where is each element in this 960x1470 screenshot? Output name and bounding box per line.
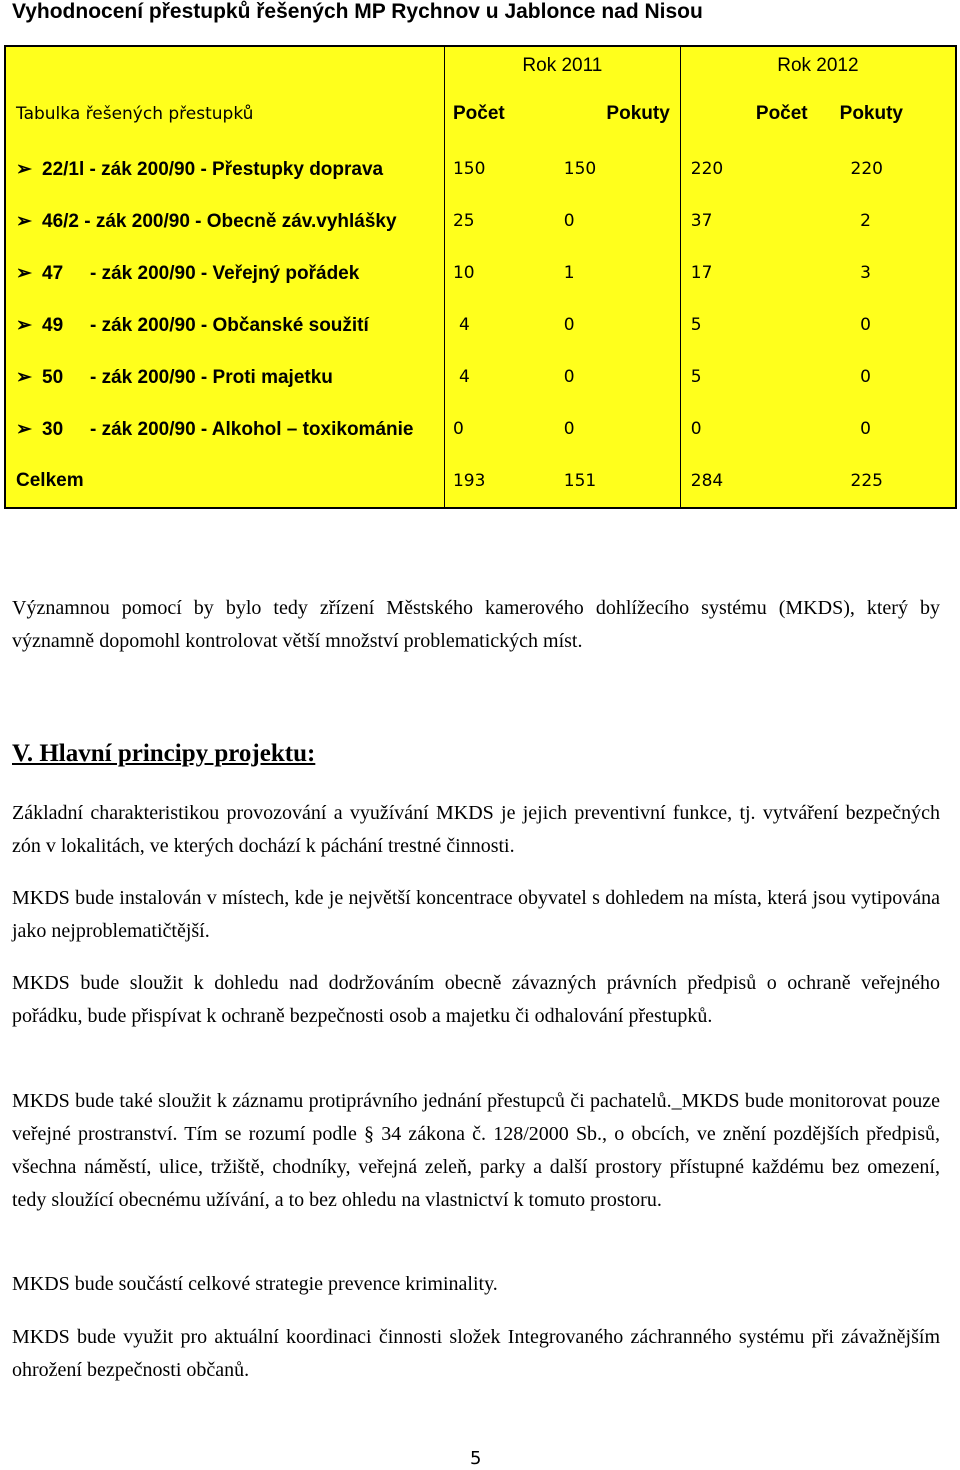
table-year-row [5, 46, 956, 85]
table-row: ➢ 50 - zák 200/90 - Proti majetku 4 0 5 0 [5, 351, 956, 403]
paragraph: MKDS bude instalován v místech, kde je největší koncentrace obyvatel s dohledem na místa, která jsou vytipována jako nejproblematičtější. [12, 887, 940, 942]
arrow-icon: ➢ [16, 158, 32, 180]
arrow-icon: ➢ [16, 210, 32, 232]
offences-table [4, 45, 957, 509]
paragraph: Základní charakteristikou provozování a využívání MKDS je jejich preventivní funkce, tj. vytváření bezpečných zón v lokalitách, ve kterých dochází k páchání trestné činnosti. [12, 802, 940, 857]
page-title: Vyhodnocení přestupků řešených MP Rychnov u Jablonce nad Nisou [12, 0, 703, 23]
col-pocet-2012: Počet [680, 85, 833, 143]
mkds-help-paragraph: Významnou pomocí by bylo tedy zřízení Městského kamerového dohlížecího systému (MKDS), který by významně dopomohl kontrolovat větší množství problematických míst. [12, 597, 940, 652]
table-row: ➢ 46/2 - zák 200/90 - Obecně záv.vyhlášky 25 0 37 2 [5, 195, 956, 247]
table-header-row [5, 85, 956, 143]
section-heading: V. Hlavní principy projektu: [12, 740, 316, 767]
arrow-icon: ➢ [16, 418, 32, 440]
table-caption: Tabulka řešených přestupků [16, 104, 254, 124]
arrow-icon: ➢ [16, 314, 32, 336]
table-row: ➢ 47 - zák 200/90 - Veřejný pořádek 10 1 17 3 [5, 247, 956, 299]
paragraph: MKDS bude součástí celkové strategie prevence kriminality. [12, 1273, 498, 1295]
paragraph: MKDS bude využit pro aktuální koordinaci činnosti složek Integrovaného záchranného systému při závažnějším ohrožení bezpečnosti občanů. [12, 1326, 940, 1381]
year-2011-header: Rok 2011 [444, 46, 680, 85]
table-row: ➢ 49 - zák 200/90 - Občanské soužití 4 0 5 0 [5, 299, 956, 351]
arrow-icon: ➢ [16, 366, 32, 388]
paragraph: MKDS bude také sloužit k záznamu protiprávního jednání přestupců či pachatelů._MKDS bude monitorovat pouze veřejné prostranství. Tím se rozumí podle § 34 zákona č. 128/2000 Sb., o obcích, ve znění pozdějších předpisů, všechna náměstí, ulice, tržiště, chodníky, veřejná zeleň, parky a další prostory přístupné každému bez omezení, tedy sloužící obecnému užívání, a to bez ohledu na vlastnictví k tomuto prostoru. [12, 1090, 940, 1211]
table-total-row: Celkem 193 151 284 225 [5, 455, 956, 508]
page-number: 5 [470, 1448, 482, 1469]
col-pocet-2011: Počet [444, 85, 555, 143]
table-row: ➢ 22/1l - zák 200/90 - Přestupky doprava 150 150 220 220 [5, 143, 956, 195]
paragraph: MKDS bude sloužit k dohledu nad dodržováním obecně závazných právních předpisů o ochraně veřejného pořádku, bude přispívat k ochraně bezpečnosti osob a majetku či odhalování přestupků. [12, 972, 940, 1027]
arrow-icon: ➢ [16, 262, 32, 284]
col-pokuty-2011: Pokuty [556, 85, 681, 143]
year-2012-header: Rok 2012 [777, 55, 859, 76]
table-row: ➢ 30 - zák 200/90 - Alkohol – toxikománie 0 0 0 0 [5, 403, 956, 455]
col-pokuty-2012: Pokuty [839, 103, 903, 124]
